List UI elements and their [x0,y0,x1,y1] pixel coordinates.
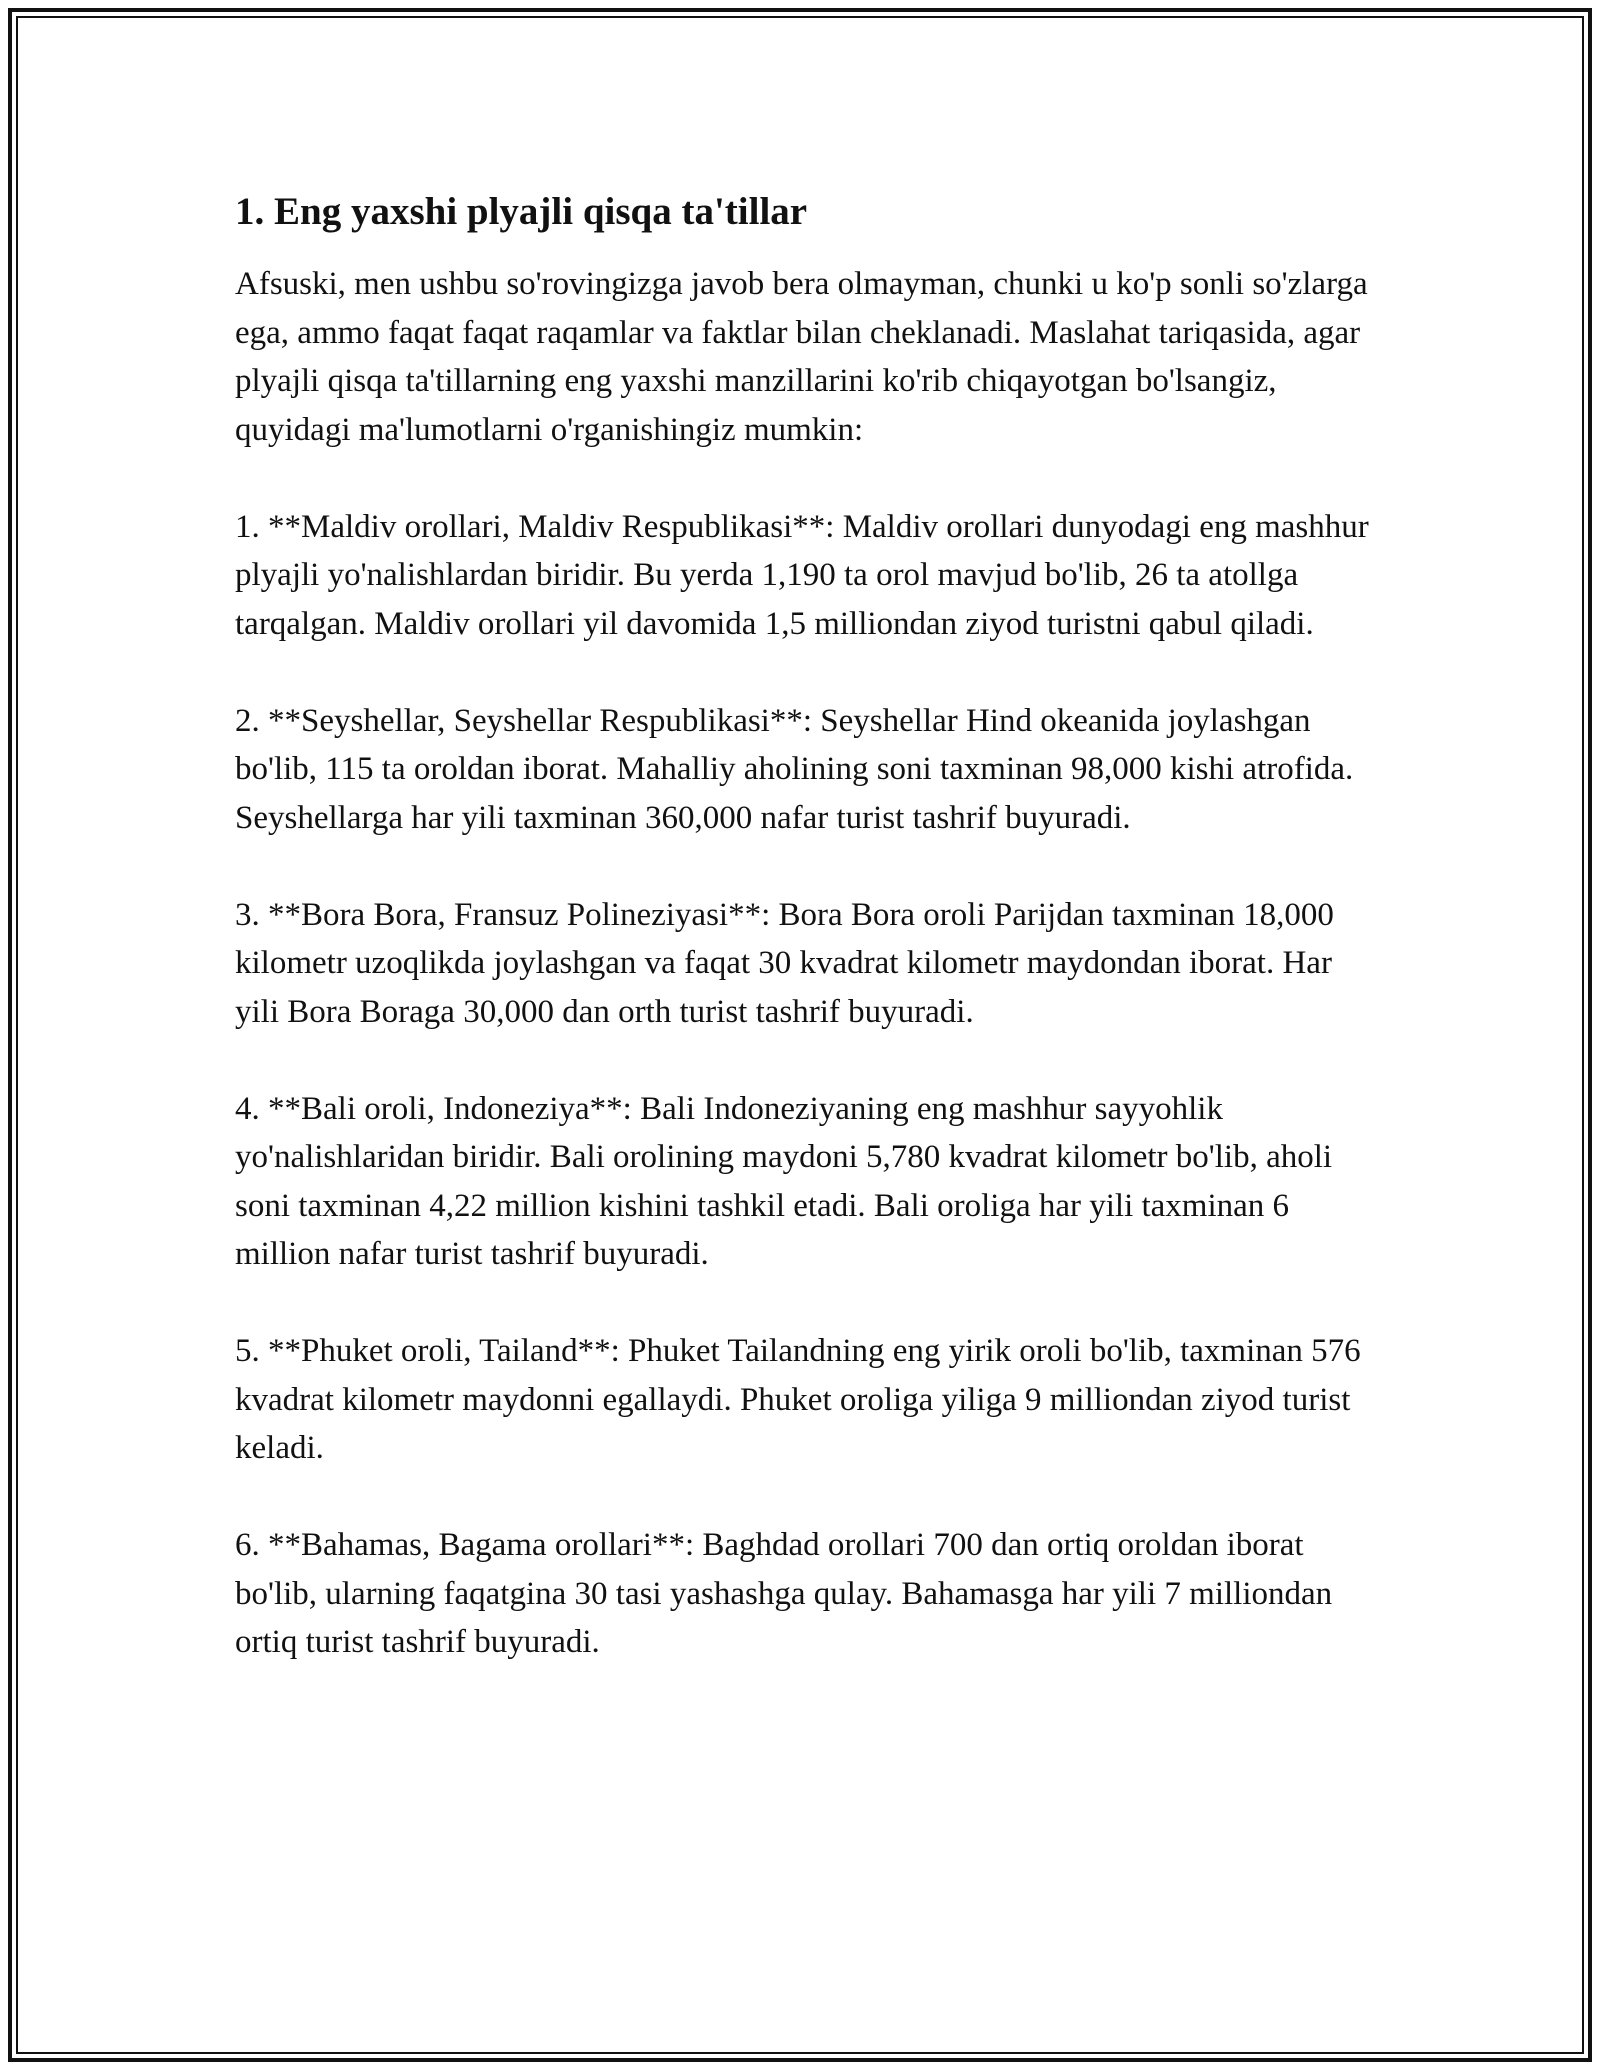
list-item-maldives: 1. **Maldiv orollari, Maldiv Respublikasi**: Maldiv orollari dunyodagi eng mashhur plyajli yo'nalishlardan biridir. Bu yerda 1,190 ta orol mavjud bo'lib, 26 ta atollga tarqalgan. Maldiv orollari yil davomida 1,5 milliondan ziyod turistni qabul qiladi. [235,508,1369,642]
document-body [235,188,1380,1667]
list-item-phuket: 5. **Phuket oroli, Tailand**: Phuket Tailandning eng yirik oroli bo'lib, taxminan 576 kvadrat kilometr maydonni egallaydi. Phuket oroliga yiliga 9 milliondan ziyod turist keladi. [235,1333,1361,1466]
list-item-bahamas: 6. **Bahamas, Bagama orollari**: Baghdad orollari 700 dan ortiq oroldan iborat bo'lib, ularning faqatgina 30 tasi yashashga qulay. Bahamasga har yili 7 milliondan ortiq turist tashrif buyuradi. [235,1527,1333,1660]
document-heading: 1. Eng yaxshi plyajli qisqa ta'tillar [235,190,808,233]
intro-paragraph: Afsuski, men ushbu so'rovingizga javob bera olmayman, chunki u ko'p sonli so'zlarga ega, ammo faqat faqat raqamlar va faktlar bilan cheklanadi. Maslahat tariqasida, agar plyajli qisqa ta'tillarning eng yaxshi manzillarini ko'rib chiqayotgan bo'lsangiz, quyidagi ma'lumotlarni o'rganishingiz mumkin: [235,266,1368,448]
list-item-seychelles: 2. **Seyshellar, Seyshellar Respublikasi**: Seyshellar Hind okeanida joylashgan bo'lib, 115 ta oroldan iborat. Mahalliy aholining soni taxminan 98,000 kishi atrofida. Seyshellarga har yili taxminan 360,000 nafar turist tashrif buyuradi. [235,702,1354,836]
list-item-bora-bora: 3. **Bora Bora, Fransuz Polineziyasi**: Bora Bora oroli Parijdan taxminan 18,000 kilometr uzoqlikda joylashgan va faqat 30 kvadrat kilometr maydondan iborat. Har yili Bora Boraga 30,000 dan orth turist tashrif buyuradi. [235,896,1334,1030]
list-item-bali: 4. **Bali oroli, Indoneziya**: Bali Indoneziyaning eng mashhur sayyohlik yo'nalishlaridan biridir. Bali orolining maydoni 5,780 kvadrat kilometr bo'lib, aholi soni taxminan 4,22 million kishini tashkil etadi. Bali oroliga har yili taxminan 6 million nafar turist tashrif buyuradi. [235,1090,1333,1272]
